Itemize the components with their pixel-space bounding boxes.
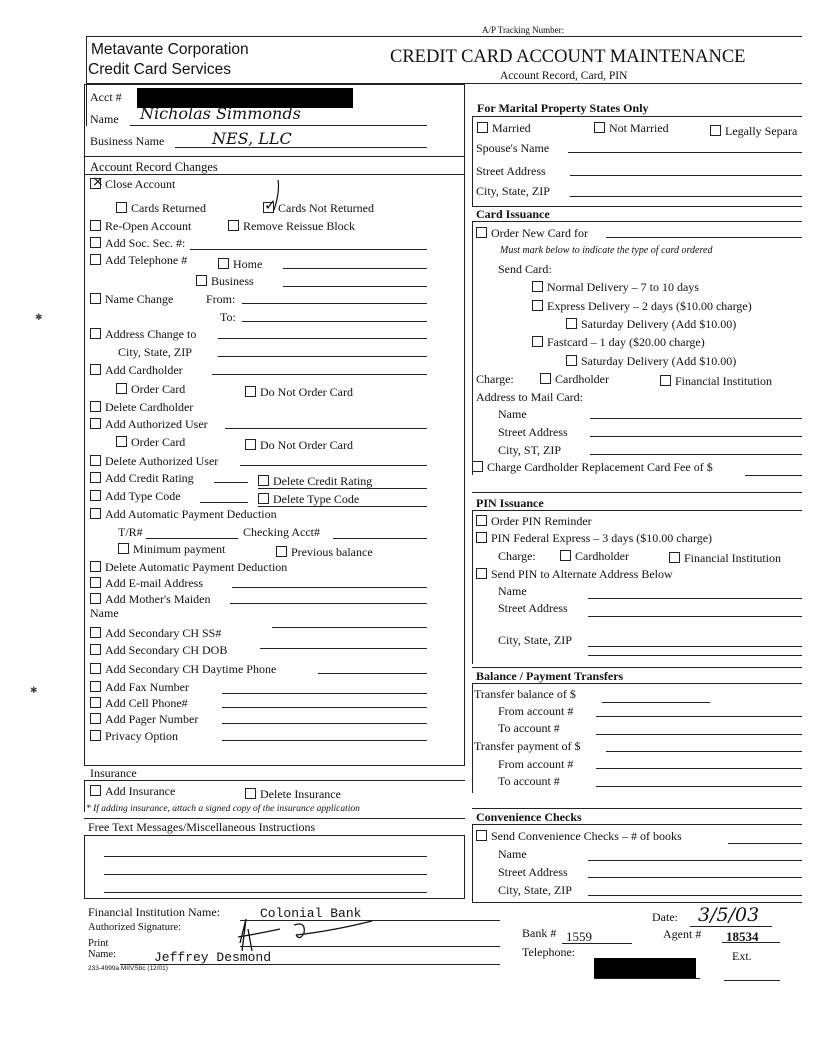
spouse-label: Spouse's Name <box>476 141 550 155</box>
order-new-checkbox[interactable] <box>476 227 487 238</box>
name-label: Name <box>90 112 119 126</box>
card-charge-cardholder-row[interactable]: Cardholder <box>540 373 609 385</box>
send-card-label: Send Card: <box>498 262 552 276</box>
add-tel-checkbox[interactable] <box>90 254 101 265</box>
division-name: Credit Card Services <box>88 61 231 78</box>
saturday-1-row[interactable]: Saturday Delivery (Add $10.00) <box>566 318 736 330</box>
address-change-checkbox[interactable] <box>90 328 101 339</box>
acct-label: Acct # <box>90 90 122 104</box>
legally-sep-checkbox[interactable] <box>710 125 721 136</box>
delete-cardholder-checkbox[interactable] <box>90 401 101 412</box>
mail-to-label: Address to Mail Card: <box>476 390 583 404</box>
insurance-left <box>84 780 85 812</box>
bank-line <box>562 943 632 944</box>
order-card-row[interactable]: Order Card <box>116 383 185 395</box>
delete-cardholder-row[interactable]: Delete Cardholder <box>90 401 193 413</box>
delete-auth-user-checkbox[interactable] <box>90 455 101 466</box>
section-rule-2 <box>84 174 465 175</box>
pin-left <box>472 510 473 664</box>
card-city-line <box>590 454 802 455</box>
close-account-checkbox[interactable] <box>90 178 101 189</box>
transfers-rule-2 <box>472 683 802 684</box>
delete-insurance-checkbox[interactable] <box>245 788 256 799</box>
home-checkbox[interactable] <box>218 258 229 269</box>
transfer-from-line <box>596 716 802 717</box>
remove-reissue-checkbox[interactable] <box>228 220 239 231</box>
pin-rule-2 <box>472 510 802 511</box>
add-cell-row[interactable]: Add Cell Phone# <box>90 697 188 709</box>
legally-sep-row[interactable]: Legally Separa <box>710 125 797 137</box>
transfers-rule <box>472 667 802 668</box>
fin-name-value[interactable]: Colonial Bank <box>260 906 362 921</box>
card-charge-fi-row[interactable]: Financial Institution <box>660 375 772 387</box>
add-credit-rating-checkbox[interactable] <box>90 472 101 483</box>
marital-city-label: City, State, ZIP <box>476 184 550 198</box>
delete-type-code-row[interactable]: Delete Type Code <box>258 493 359 505</box>
redacted-telephone <box>594 958 696 978</box>
business-label: Business Name <box>90 134 165 148</box>
card-charge-label: Charge: <box>476 372 514 386</box>
pin-name-line <box>588 598 802 599</box>
telephone-line <box>594 978 700 979</box>
credit-rating-line-2 <box>258 488 427 489</box>
add-sec-ssn-checkbox[interactable] <box>90 627 101 638</box>
privacy-checkbox[interactable] <box>90 730 101 741</box>
checks-name-label: Name <box>498 847 527 861</box>
form-subtitle: Account Record, Card, PIN <box>500 70 628 82</box>
fin-name-label: Financial Institution Name: <box>88 905 220 919</box>
maiden-name-label: Name <box>90 606 119 620</box>
record-changes-title: Account Record Changes <box>90 160 218 174</box>
books-line <box>728 843 802 844</box>
married-checkbox[interactable] <box>477 122 488 133</box>
free-text-title: Free Text Messages/Miscellaneous Instructions <box>88 820 316 834</box>
section-rule <box>84 156 465 157</box>
fastcard-row[interactable]: Fastcard – 1 day ($20.00 charge) <box>532 336 705 348</box>
maiden-line <box>230 603 427 604</box>
card-issuance-rule-2 <box>472 221 802 222</box>
transfer-to-line <box>596 734 802 735</box>
agent-value[interactable]: 18534 <box>726 929 759 944</box>
sec-dob-line <box>260 648 427 649</box>
reopen-checkbox[interactable] <box>90 220 101 231</box>
insurance-title: Insurance <box>90 766 137 780</box>
scan-mark-2: ✱ <box>30 685 38 695</box>
free-text-line-1 <box>104 856 427 857</box>
add-auth-user-row[interactable]: Add Authorized User <box>90 418 208 430</box>
transfer-to-2-label: To account # <box>498 774 560 788</box>
sec-phone-line <box>318 673 427 674</box>
auth-sig-label: Authorized Signature: <box>88 922 182 933</box>
add-auth-user-checkbox[interactable] <box>90 418 101 429</box>
transfers-left <box>472 683 473 793</box>
add-cell-checkbox[interactable] <box>90 697 101 708</box>
pin-reminder-checkbox[interactable] <box>476 515 487 526</box>
add-auto-pay-checkbox[interactable] <box>90 508 101 519</box>
checks-left <box>472 824 473 902</box>
transfer-to-label: To account # <box>498 721 560 735</box>
cards-returned-checkbox[interactable] <box>116 202 127 213</box>
express-delivery-checkbox[interactable] <box>532 300 543 311</box>
pager-line <box>222 723 427 724</box>
card-city-label: City, ST, ZIP <box>498 443 562 457</box>
transfer-balance-label: Transfer balance of $ <box>474 687 576 701</box>
ext-line <box>724 980 780 981</box>
not-married-checkbox[interactable] <box>594 122 605 133</box>
add-sec-dob-row[interactable]: Add Secondary CH DOB <box>90 644 227 656</box>
checks-name-line <box>588 860 802 861</box>
date-label: Date: <box>652 910 678 924</box>
add-ssn-checkbox[interactable] <box>90 237 101 248</box>
add-fax-row[interactable]: Add Fax Number <box>90 681 189 693</box>
card-issuance-left <box>472 221 473 475</box>
order-card-2-checkbox[interactable] <box>116 436 127 447</box>
pin-reminder-row[interactable]: Order PIN Reminder <box>476 515 592 527</box>
ssn-line <box>190 249 427 250</box>
charge-fee-checkbox[interactable] <box>472 461 483 472</box>
pin-federal-checkbox[interactable] <box>476 532 487 543</box>
order-new-line <box>606 237 802 238</box>
add-email-checkbox[interactable] <box>90 577 101 588</box>
add-sec-ssn-row[interactable]: Add Secondary CH SS# <box>90 627 221 639</box>
credit-rating-line <box>214 482 248 483</box>
privacy-line <box>222 740 427 741</box>
pin-city-label: City, State, ZIP <box>498 633 572 647</box>
card-charge-cardholder-checkbox[interactable] <box>540 373 551 384</box>
add-pager-checkbox[interactable] <box>90 713 101 724</box>
close-account-row[interactable]: ×Close Account <box>90 178 175 190</box>
send-checks-row[interactable]: Send Convenience Checks – # of books <box>476 830 682 842</box>
checking-label: Checking Acct# <box>243 525 320 539</box>
not-married-row[interactable]: Not Married <box>594 122 669 134</box>
spouse-line <box>568 152 802 153</box>
tr-line <box>146 538 238 539</box>
checks-city-label: City, State, ZIP <box>498 883 572 897</box>
delete-auto-pay-row[interactable]: Delete Automatic Payment Deduction <box>90 561 287 573</box>
add-maiden-checkbox[interactable] <box>90 593 101 604</box>
checks-rule <box>472 808 802 809</box>
remove-reissue-row[interactable]: Remove Reissue Block <box>228 220 355 232</box>
free-text-rule <box>84 818 465 819</box>
pin-name-label: Name <box>498 584 527 598</box>
address-line <box>218 338 427 339</box>
checks-bottom-rule <box>472 902 802 903</box>
add-sec-phone-row[interactable]: Add Secondary CH Daytime Phone <box>90 663 276 675</box>
form-number: 233-4999a MIIVSbc (12/01) <box>88 965 168 972</box>
marital-left <box>472 116 473 206</box>
add-maiden-row[interactable]: Add Mother's Maiden <box>90 593 210 605</box>
city-state-zip-label: City, State, ZIP <box>118 345 192 359</box>
married-row[interactable]: Married <box>477 122 531 134</box>
delete-auth-line <box>240 465 427 466</box>
date-line <box>690 926 772 927</box>
normal-delivery-checkbox[interactable] <box>532 281 543 292</box>
add-pager-row[interactable]: Add Pager Number <box>90 713 198 725</box>
pin-alt-row[interactable]: Send PIN to Alternate Address Below <box>476 568 673 580</box>
cardholder-line <box>212 374 427 375</box>
pin-street-line <box>588 616 802 617</box>
insurance-note: * If adding insurance, attach a signed copy of the insurance application <box>86 804 360 814</box>
cards-not-returned-row[interactable]: ✓ Cards Not Returned <box>263 202 374 214</box>
business-phone-checkbox[interactable] <box>196 275 207 286</box>
transfers-title: Balance / Payment Transfers <box>476 669 624 683</box>
add-email-row[interactable]: Add E-mail Address <box>90 577 203 589</box>
order-card-checkbox[interactable] <box>116 383 127 394</box>
business-line <box>175 147 427 148</box>
type-code-line-2 <box>258 506 427 507</box>
scan-mark-1: ✱ <box>35 312 43 322</box>
delete-insurance-row[interactable]: Delete Insurance <box>245 788 341 800</box>
pin-charge-cardholder-checkbox[interactable] <box>560 550 571 561</box>
header-rule <box>86 36 802 37</box>
bank-value[interactable]: 1559 <box>566 929 592 944</box>
delete-credit-rating-row[interactable]: Delete Credit Rating <box>258 475 372 487</box>
city-line <box>218 356 427 357</box>
name-line <box>130 125 427 126</box>
pin-charge-fi-checkbox[interactable] <box>669 552 680 563</box>
pin-charge-fi-row[interactable]: Financial Institution <box>669 552 781 564</box>
agent-line <box>722 942 780 943</box>
add-type-code-row[interactable]: Add Type Code <box>90 490 181 502</box>
free-text-line-3 <box>104 892 427 893</box>
company-name: Metavante Corporation <box>91 41 249 58</box>
name-change-row[interactable]: Name Change <box>90 293 173 305</box>
express-delivery-row[interactable]: Express Delivery – 2 days ($10.00 charge) <box>532 300 752 312</box>
min-payment-checkbox[interactable] <box>118 543 129 554</box>
to-line <box>242 321 427 322</box>
cards-returned-row[interactable]: Cards Returned <box>116 202 206 214</box>
prev-balance-row[interactable]: Previous balance <box>276 546 373 558</box>
form-title: CREDIT CARD ACCOUNT MAINTENANCE <box>390 47 746 67</box>
transfer-balance-line <box>602 702 710 703</box>
delete-auto-pay-checkbox[interactable] <box>90 561 101 572</box>
checks-street-line <box>588 877 802 878</box>
card-name-line <box>590 418 802 419</box>
address-change-row[interactable]: Address Change to <box>90 328 196 340</box>
transfer-from-2-label: From account # <box>498 757 574 771</box>
delete-credit-rating-checkbox[interactable] <box>258 475 269 486</box>
business-phone-line <box>283 286 427 287</box>
checks-title: Convenience Checks <box>476 810 582 824</box>
bank-label: Bank # <box>522 926 557 940</box>
print-name-label: Name: <box>88 949 116 960</box>
marital-city-line <box>570 196 802 197</box>
print-label: Print <box>88 938 109 949</box>
marital-street-label: Street Address <box>476 164 546 178</box>
pin-alt-checkbox[interactable] <box>476 568 487 579</box>
card-issuance-title: Card Issuance <box>476 207 550 221</box>
signature-mark <box>222 915 382 955</box>
do-not-order-2-checkbox[interactable] <box>245 439 256 450</box>
fax-line <box>222 693 427 694</box>
pin-city-line-2 <box>588 655 802 656</box>
add-ssn-row[interactable]: Add Soc. Sec. #: <box>90 237 185 249</box>
pin-title: PIN Issuance <box>476 496 544 510</box>
min-payment-row[interactable]: Minimum payment <box>118 543 225 555</box>
insurance-rule <box>84 780 465 781</box>
marital-title: For Marital Property States Only <box>477 101 649 115</box>
transfer-from-label: From account # <box>498 704 574 718</box>
name-value[interactable]: Nicholas Simmonds <box>140 104 301 123</box>
charge-fee-row[interactable]: Charge Cardholder Replacement Card Fee of $ <box>472 461 713 473</box>
card-charge-fi-checkbox[interactable] <box>660 375 671 386</box>
transfer-payment-line <box>606 751 802 752</box>
marital-street-line <box>570 175 802 176</box>
fastcard-checkbox[interactable] <box>532 336 543 347</box>
order-card-2-row[interactable]: Order Card <box>116 436 185 448</box>
transfer-from-2-line <box>596 768 802 769</box>
cell-line <box>222 707 427 708</box>
reopen-row[interactable]: Re-Open Account <box>90 220 191 232</box>
to-label: To: <box>220 310 236 324</box>
saturday-2-checkbox[interactable] <box>566 355 577 366</box>
normal-delivery-row[interactable]: Normal Delivery – 7 to 10 days <box>532 281 699 293</box>
do-not-order-checkbox[interactable] <box>245 386 256 397</box>
do-not-order-2-row[interactable]: Do Not Order Card <box>245 439 353 451</box>
pin-street-label: Street Address <box>498 601 568 615</box>
pin-charge-label: Charge: <box>498 549 536 563</box>
delete-auth-user-row[interactable]: Delete Authorized User <box>90 455 218 467</box>
add-sec-phone-checkbox[interactable] <box>90 663 101 674</box>
add-insurance-checkbox[interactable] <box>90 785 101 796</box>
tr-label: T/R# <box>118 525 143 539</box>
card-street-line <box>590 436 802 437</box>
add-insurance-row[interactable]: Add Insurance <box>90 785 175 797</box>
saturday-2-row[interactable]: Saturday Delivery (Add $10.00) <box>566 355 736 367</box>
handwritten-stroke <box>266 180 286 216</box>
order-new-row[interactable]: Order New Card for <box>476 227 588 239</box>
add-cardholder-checkbox[interactable] <box>90 364 101 375</box>
agent-label: Agent # <box>663 927 702 941</box>
must-mark-note: Must mark below to indicate the type of card ordered <box>500 245 713 256</box>
saturday-1-checkbox[interactable] <box>566 318 577 329</box>
tracking-label: A/P Tracking Number: <box>482 25 565 35</box>
pin-charge-cardholder-row[interactable]: Cardholder <box>560 550 629 562</box>
pin-federal-row[interactable]: PIN Federal Express – 3 days ($10.00 charge) <box>476 532 712 544</box>
checks-city-line <box>588 895 802 896</box>
pin-city-line <box>588 646 802 647</box>
checking-line <box>333 538 427 539</box>
business-phone-row[interactable]: Business <box>196 275 254 287</box>
free-text-box[interactable] <box>84 835 465 899</box>
marital-rule <box>472 116 802 117</box>
charge-fee-line <box>745 475 802 476</box>
prev-balance-checkbox[interactable] <box>276 546 287 557</box>
ext-label: Ext. <box>732 949 752 963</box>
add-auto-pay-row[interactable]: Add Automatic Payment Deduction <box>90 508 277 520</box>
sec-ssn-line <box>272 627 427 628</box>
name-change-checkbox[interactable] <box>90 293 101 304</box>
privacy-row[interactable]: Privacy Option <box>90 730 178 742</box>
do-not-order-row[interactable]: Do Not Order Card <box>245 386 353 398</box>
telephone-label: Telephone: <box>522 945 576 959</box>
auth-user-line <box>225 428 427 429</box>
card-name-label: Name <box>498 407 527 421</box>
send-checks-checkbox[interactable] <box>476 830 487 841</box>
add-cardholder-row[interactable]: Add Cardholder <box>90 364 183 376</box>
transfer-to-2-line <box>596 786 802 787</box>
from-label: From: <box>206 292 236 306</box>
home-row[interactable]: Home <box>218 258 262 270</box>
add-fax-checkbox[interactable] <box>90 681 101 692</box>
print-name-line <box>120 964 500 965</box>
checks-street-label: Street Address <box>498 865 568 879</box>
type-code-line <box>200 502 248 503</box>
home-line <box>283 268 427 269</box>
checks-rule-2 <box>472 824 802 825</box>
add-tel-row[interactable]: Add Telephone # <box>90 254 187 266</box>
from-line <box>242 303 427 304</box>
free-text-line-2 <box>104 874 427 875</box>
add-sec-dob-checkbox[interactable] <box>90 644 101 655</box>
add-type-code-checkbox[interactable] <box>90 490 101 501</box>
signature-line <box>240 946 500 947</box>
business-value[interactable]: NES, LLC <box>212 129 292 148</box>
date-value[interactable]: 3/5/03 <box>698 904 760 926</box>
email-line <box>232 587 427 588</box>
delete-type-code-checkbox[interactable] <box>258 493 269 504</box>
print-name-value[interactable]: Jeffrey Desmond <box>154 950 272 965</box>
card-street-label: Street Address <box>498 425 568 439</box>
add-credit-rating-row[interactable]: Add Credit Rating <box>90 472 194 484</box>
transfer-payment-label: Transfer payment of $ <box>474 739 581 753</box>
pin-rule <box>472 492 802 493</box>
